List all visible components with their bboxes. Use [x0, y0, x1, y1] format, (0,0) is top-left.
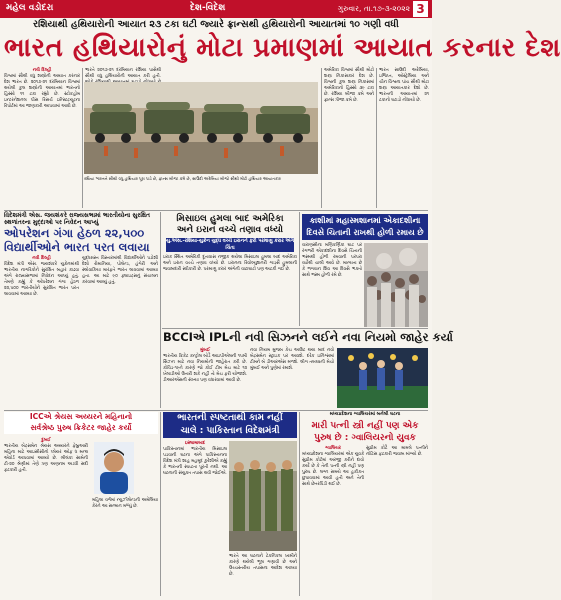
lead-col-2b	[85, 190, 161, 208]
gwalior-kicker: મધ્યપ્રદેશના ગ્વાલિયરમાં બનેલી ઘટના	[329, 412, 401, 417]
bcci-photo-ipl	[337, 348, 428, 408]
lead-photo-missiles	[84, 82, 318, 174]
iran-body	[163, 255, 297, 325]
lead-col-4-text: ભારત સાઉદી અરેબિયા, ઇજિપ્ત, ઓસ્ટ્રેલિયા અને ચીન વિશ્વના પાંચ સૌથી મોટા શસ્ત્ર આયાતકાર દેશો છે. ભારતની આયાતમાં ૨૧ ટકાનો ઘટાડો નોંધાયો છે.	[379, 68, 429, 103]
icc-col-2	[92, 498, 158, 596]
lead-headline: ભારત હથિયારોનું મોટા પ્રમાણમાં આયાત કરનાર દેશ	[4, 33, 561, 63]
gwalior-dateline: ગ્વાલિયર	[325, 446, 341, 451]
ukraine-col-1-text: વિદેશ મંત્રી એસ. જયશંકરે યુક્રેનમાંથી ભારતીય નાગરિકોને સુરક્ષિત બહાર કાઢવા અંગે રાજ્યસભામાં નિવેદન આપ્યું હતું. તેમણે કહ્યું કે ઓપરેશન ગંગા હેઠળ ૨૨,૫૦૦ ભારતીયોને સુરક્ષિત ભારત પરત લાવવામાં આવ્યા છે.	[4, 262, 79, 297]
pak-col-2	[229, 554, 297, 596]
gwalior-body-text: મધ્યપ્રદેશના ગ્વાલિયરમાં એક યુવકે સુપ્રીમ કોર્ટમાં અરજી કરીને દાવો કર્યો છે કે તેની પત્ની સ્ત્રી નહીં પણ પુરુષ છે. લગ્ન સમયે આ હકીકત છુપાવવામાં આવી હતી અને તેની સાથે છેતરપિંડી થઈ છે.	[302, 452, 364, 487]
bcci-body-text: ભારતીય ક્રિકેટ કન્ટ્રોલ બોર્ડે આઇપીએલની ૧૫મી સિઝન માટે નવા નિયમોની જાહેરાત કરી છે. કોવિડ-૧૯ને કારણે જો કોઈ ટીમ મેચ માટે ૧૨ ખેલાડીઓ ઉતારી શકે નહીં તો મેચ ફરી યોજાશે. ડીઆરએસની સંખ્યા પણ વધારવામાં આવી છે.	[163, 354, 247, 383]
lead-col-1-text: વિશ્વમાં સૌથી વધુ શસ્ત્રોની આયાત કરનાર દેશ ભારત છે. ૨૦૧૭-૨૧ દરમિયાન વિશ્વમાં થયેલી કુલ શસ્ત્રોની આયાતમાં ભારતનો હિસ્સો ૧૧ ટકા રહ્યો છે. સ્ટોકહોમ ઇન્ટરનેશનલ પીસ રિસર્ચ ઇન્સ્ટિટ્યૂટના રિપોર્ટમાં આ જાણકારી આપવામાં આવી છે.	[4, 74, 80, 109]
gwalior-headline-line-2: પુરુષ છે : ગ્વાલિયરનો યુવક	[314, 433, 416, 443]
lead-col-3-text: અમેરિકા વિશ્વમાં સૌથી મોટો શસ્ત્ર નિકાસકાર દેશ છે. વિશ્વની કુલ શસ્ત્ર નિકાસમાં અમેરિકાનો હિસ્સો ૩૯ ટકા છે. રશિયા બીજા ક્રમે અને ફ્રાન્સ ત્રીજા ક્રમે છે.	[324, 68, 374, 103]
kashi-headline-line-1: કાશીમાં મહાસ્મશાનમાં એકાદશીના	[309, 216, 421, 225]
icc-headline	[4, 412, 158, 434]
pak-body-text: પાકિસ્તાનમાં ભારતીય મિસાઇલ પડવાની ઘટના અંગે પાકિસ્તાનના વિદેશ મંત્રી શાહ મહમૂદ કુરેશીએ કહ્યું કે ભારતની સ્પષ્ટતા પૂરતી નથી. આ ઘટનાની સંયુક્ત તપાસ થવી જોઈએ.	[163, 447, 227, 476]
iran-body-text: ઇરાક સ્થિત અમેરિકી દૂતાવાસ નજીક થયેલા મિસાઇલ હુમલા બાદ અમેરિકા અને ઇરાન વચ્ચે તણાવ વધ્યો છે. ઇરાનના રિવોલ્યુશનરી ગાર્ડ્સે હુમલાની જવાબદારી સ્વીકારી છે. પરમાણુ કરાર અંગેની વાટાઘાટો પણ અટકી ગઈ છે.	[163, 255, 297, 272]
gwalior-headline	[302, 420, 428, 444]
ukraine-kicker: વિદેશમંત્રી એસ. જયશંકરે રાજ્યસભામાં ભારતીયોના સુરક્ષિત સ્થળાંતરના મુદ્દાઓ પર નિવેદન આપ્યું	[4, 212, 151, 226]
kashi-headline-line-2: દિવસે ચિતાની રાખથી હોળી રમાય છે	[306, 228, 424, 237]
pak-body-2-text: ભારતે આ ઘટનાને ટેકનિકલ ખામીને કારણે થયેલી ભૂલ ગણાવી છે અને ઉચ્ચસ્તરીય તપાસના આદેશ આપ્યા છે.	[229, 554, 297, 577]
pak-headline	[163, 412, 297, 438]
lead-dateline: નવી દિલ્હી	[32, 68, 52, 73]
icc-col-1	[4, 438, 88, 596]
kashi-col-1	[302, 243, 362, 327]
ukraine-col-2	[82, 256, 158, 408]
bcci-dateline: મુંબઈ	[200, 348, 210, 353]
icc-body-text: ભારતીય બેટ્સમેન શ્રેયસ અય્યરને ફેબ્રુઆરી મહિના માટે આઇસીસીનો પ્લેયર ઓફ ધ મન્થ એવોર્ડ આપવામાં આવ્યો છે. શ્રીલંકા સામેની ટી-૨૦ શ્રેણીમાં તેણે ત્રણ અણનમ અડધી સદી ફટકારી હતી.	[4, 444, 88, 473]
edition-label: મહેલ વડોદરા	[6, 3, 54, 13]
icc-photo-player	[94, 442, 134, 494]
pak-col-1	[163, 441, 227, 596]
bcci-body-2-text: નવા નિયમ મુજબ કેચ આઉટ થયા બાદ નવો બેટ્સમેન સ્ટ્રાઇક પર આવશે. દરેક ઇનિંગ્સમાં ટીમને બે ડીઆરએસ મળશે. લીગ તબક્કાની મેચો મુંબઈ અને પુણેમાં રમાશે.	[250, 348, 334, 371]
masthead	[0, 0, 432, 18]
gwalior-body-2-text: સુપ્રીમ કોર્ટે આ મામલે પત્નીને નોટિસ ફટકારી જવાબ માંગ્યો છે.	[366, 446, 428, 457]
iran-banner: યુ.એસ.-રશિયા-યુક્રેન યુદ્ધ વચ્ચે ઇરાનને ફરી પરમાણુ કરાર અંગે ચિંતા	[166, 239, 294, 251]
lead-kicker: રશિયાથી હથિયારોની આયાત ૨૩ ટકા ઘટી જ્યારે ફ્રાન્સથી હથિયારોની આયાતમાં ૧૦ ગણી વધી	[33, 19, 399, 30]
icc-dateline: દુબઈ	[41, 438, 51, 443]
pak-photo-soldiers	[229, 441, 297, 551]
iran-kicker-line-2: અને ઇરાન વચ્ચે તણાવ વધ્યો	[176, 225, 284, 235]
iran-kicker	[163, 214, 297, 236]
bcci-col-1	[163, 348, 247, 408]
lead-col-4	[379, 68, 429, 208]
ukraine-dateline: નવી દિલ્હી	[32, 256, 51, 261]
ukraine-col-2-text: યુદ્ધગ્રસ્ત વિસ્તારમાંથી વિદ્યાર્થીઓને પડોશી દેશો રોમાનિયા, પોલેન્ડ, હંગેરી અને સ્લોવાકિયા મારફતે ભારત લાવવામાં આવ્યા હતા. આ માટે ૯૦ ફ્લાઇટ્સનું સંચાલન કરવામાં આવ્યું હતું.	[82, 256, 158, 285]
icc-headline-line-1: ICCએ શ્રેયસ અય્યરને મહિનાનો	[29, 412, 133, 421]
bcci-col-2	[250, 348, 334, 408]
gwalior-headline-line-1: મારી પત્ની સ્ત્રી નહીં પણ એક	[311, 421, 419, 431]
icc-headline-line-2: સર્વશ્રેષ્ઠ પુરુષ ક્રિકેટર જાહેર કર્યો	[30, 422, 132, 432]
bcci-headline: BCCIએ IPLની નવી સિઝનને લઈને નવા નિયમો જાહેર કર્યા	[163, 330, 453, 344]
icc-body-2-text: મહિલા વર્ગમાં ન્યુઝીલેન્ડની અમેલિયા કેરને આ સન્માન મળ્યું છે.	[92, 498, 158, 509]
pak-headline-line-1: ભારતની સ્પષ્ટતાથી કામ નહીં	[177, 413, 283, 423]
section-label: દેશ-વિદેશ	[190, 3, 226, 13]
date-label: ગુરુવાર, તા.૧૭-૩-૨૦૨૨	[337, 4, 410, 13]
kashi-body-text: વારાણસીના મણિકર્ણિકા ઘાટ પર રંગભરી એકાદશીના દિવસે ચિતાની ભસ્મથી હોળી રમવાની પરંપરા વર્ષોથી ચાલી આવે છે. માન્યતા છે કે ભગવાન શિવ આ દિવસે ભક્તો સાથે ભસ્મ હોળી રમે છે.	[302, 243, 362, 278]
gwalior-col-1	[302, 446, 364, 596]
ukraine-col-1	[4, 256, 79, 408]
lead-photo-caption: રશિયા ભારતને સૌથી વધુ હથિયાર પૂરા પાડે છે, ફ્રાન્સ બીજા ક્રમે છે, સાઉદી અરેબિયા બીજો સૌથી મોટો હથિયાર આયાતકાર	[84, 176, 281, 181]
gwalior-col-2	[366, 446, 428, 596]
pak-headline-line-2: ચાલે : પાકિસ્તાન વિદેશમંત્રી	[180, 425, 280, 436]
ukraine-headline: ઓપરેશન ગંગા હેઠળ ૨૨,૫૦૦ વિદ્યાર્થીઓને ભારત પરત લવાયા	[4, 226, 150, 254]
lead-col-2-text: ભારતે ૨૦૧૭-૨૧ દરમિયાન રશિયા પાસેથી સૌથી વધુ હથિયારોની આયાત કરી હતી.	[85, 68, 161, 79]
kashi-photo-crowd	[364, 243, 428, 327]
lead-col-3	[324, 68, 374, 208]
iran-kicker-line-1: મિસાઇલ હુમલા બાદ અમેરિકા	[176, 214, 284, 224]
lead-col-1	[4, 68, 80, 208]
pak-dateline: ઇસ્લામાબાદ	[184, 441, 206, 446]
lead-col-3b	[164, 190, 240, 208]
page-number: 3	[413, 1, 428, 17]
kashi-headline	[302, 214, 428, 240]
